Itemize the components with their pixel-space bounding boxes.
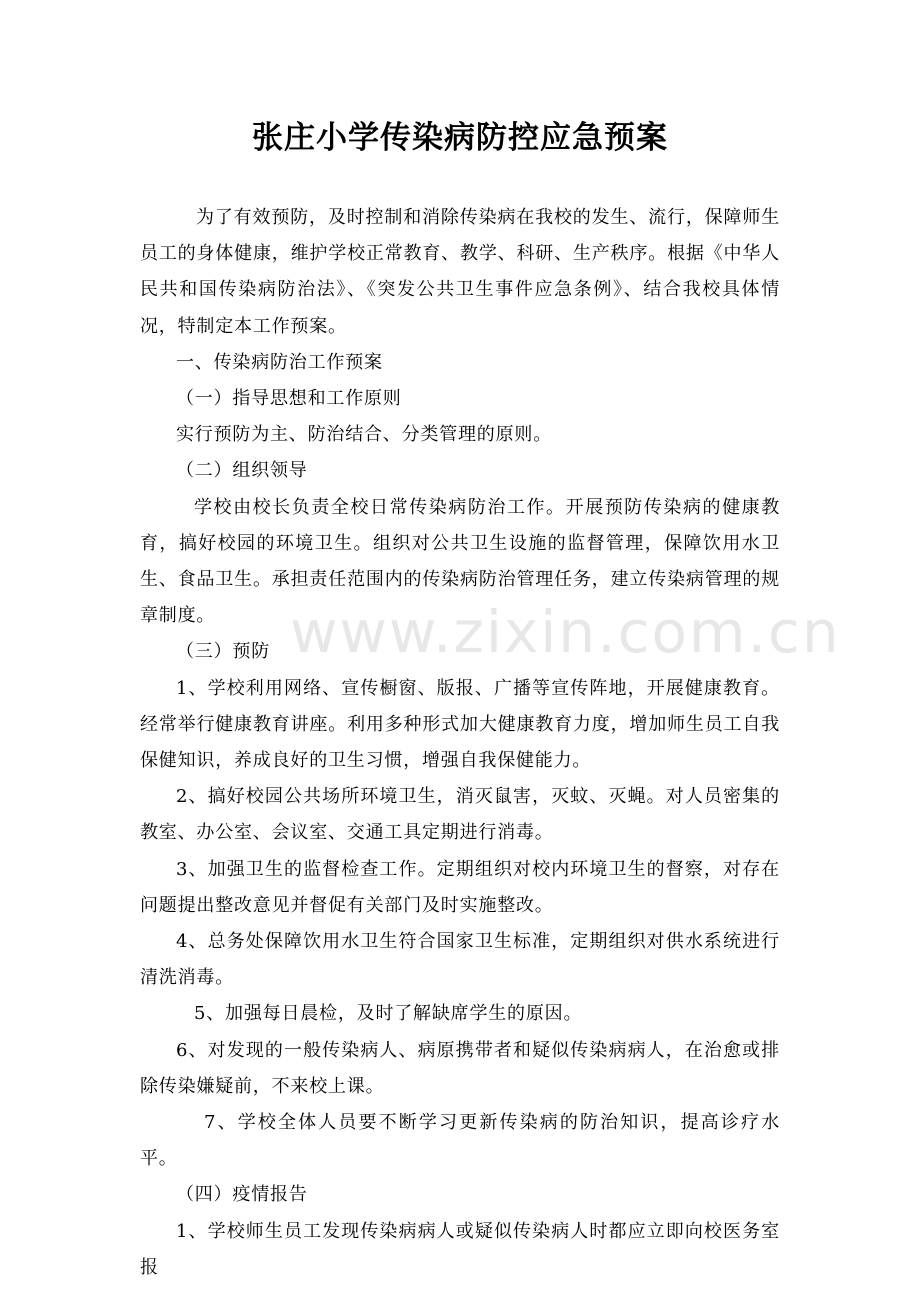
heading-subsection-1: （一）指导思想和工作原则 <box>176 388 402 410</box>
paragraph-prevention-6: 6、对发现的一般传染病人、病原携带者和疑似传染病病人，在治愈或排除传染嫌疑前，不来校上课。 <box>140 1039 780 1097</box>
paragraph-intro: 为了有效预防，及时控制和消除传染病在我校的发生、流行，保障师生员工的身体健康，维护学校正常教育、教学、科研、生产秩序。根据《中华人民共和国传染病防治法》、《突发公共卫生事件应急条例》、结合我校具体情况，特制定本工作预案。 <box>140 207 780 337</box>
paragraph-prevention-4: 4、总务处保障饮用水卫生符合国家卫生标准，定期组织对供水系统进行清洗消毒。 <box>140 931 780 989</box>
paragraph-prevention-1: 1、学校利用网络、宣传橱窗、版报、广播等宣传阵地，开展健康教育。经常举行健康教育讲座。利用多种形式加大健康教育力度，增加师生员工自我保健知识，养成良好的卫生习惯，增强自我保健能力。 <box>140 677 780 772</box>
paragraph-principle: 实行预防为主、防治结合、分类管理的原则。 <box>176 424 552 446</box>
watermark-text: www.zixin.com.cn <box>290 598 841 666</box>
paragraph-prevention-3: 3、加强卫生的监督检查工作。定期组织对校内环境卫生的督察，对存在问题提出整改意见并督促有关部门及时实施整改。 <box>140 858 780 916</box>
heading-section-1: 一、传染病防治工作预案 <box>176 351 383 373</box>
heading-subsection-2: （二）组织领导 <box>176 460 308 482</box>
paragraph-organization: 学校由校长负责全校日常传染病防治工作。开展预防传染病的健康教育，搞好校园的环境卫生。组织对公共卫生设施的监督管理，保障饮用水卫生、食品卫生。承担责任范围内的传染病防治管理任务，建立传染病管理的规章制度。 <box>140 496 780 627</box>
paragraph-prevention-2: 2、搞好校园公共场所环境卫生，消灭鼠害，灭蚊、灭蝇。对人员密集的教室、办公室、会议室、交通工具定期进行消毒。 <box>140 786 780 844</box>
document-body <box>140 200 780 1286</box>
paragraph-prevention-7: 7、学校全体人员要不断学习更新传染病的防治知识，提高诊疗水平。 <box>140 1112 780 1170</box>
heading-subsection-4: （四）疫情报告 <box>176 1184 308 1206</box>
paragraph-prevention-5: 5、加强每日晨检，及时了解缺席学生的原因。 <box>194 1003 583 1025</box>
paragraph-report-1: 1、学校师生员工发现传染病病人或疑似传染病人时都应立即向校医务室报 <box>140 1220 780 1278</box>
document-title: 张庄小学传染病防控应急预案 <box>252 120 668 156</box>
heading-subsection-3: （三）预防 <box>176 641 270 663</box>
